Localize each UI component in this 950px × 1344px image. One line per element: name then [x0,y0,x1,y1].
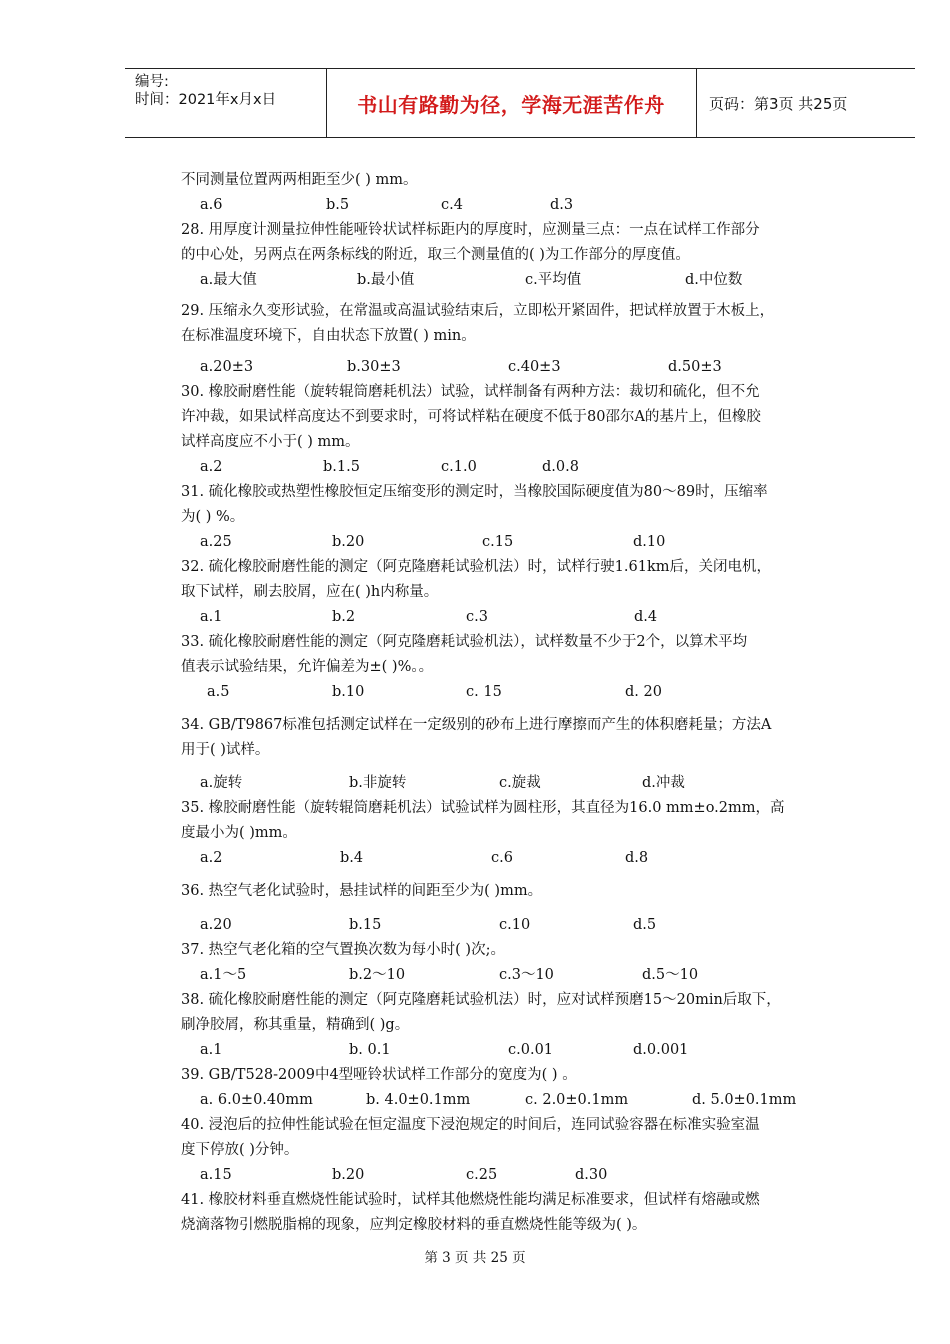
option-d: d. 20 [625,684,662,700]
option-c: c.4 [441,197,463,213]
option-c: c.旋裁 [499,775,541,791]
option-a: a.6 [200,197,223,213]
option-b: b.30±3 [347,359,401,375]
option-c: c. 2.0±0.1mm [525,1092,629,1108]
option-c: c.0.01 [508,1042,554,1058]
answer-options [181,1038,871,1063]
question-text: 试样高度应不小于( ) mm。 [181,434,360,450]
option-c: c.平均值 [525,272,582,288]
option-d: d.30 [575,1167,608,1183]
option-c: c.6 [491,850,513,866]
question-text: 刷净胶屑，称其重量，精确到( )g。 [181,1017,410,1033]
document-time-label: 时间：2021年x月x日 [135,92,277,108]
option-b: b. 4.0±0.1mm [366,1092,471,1108]
answer-options [181,771,871,796]
option-d: d.50±3 [668,359,722,375]
answer-options [181,963,871,988]
question-text: 37. 热空气老化箱的空气置换次数为每小时( )次;。 [181,942,505,958]
option-a: a.15 [200,1167,232,1183]
question-text: 烧滴落物引燃脱脂棉的现象，应判定橡胶材料的垂直燃烧性能等级为( )。 [181,1217,647,1233]
answer-options [181,1163,871,1188]
option-b: b.20 [332,534,365,550]
question-text: 取下试样，刷去胶屑，应在( )h内称量。 [181,584,439,600]
question-text: 度最小为( )mm。 [181,825,297,841]
option-b: b.非旋转 [349,775,407,791]
answer-options [181,1088,871,1113]
option-d: d. 5.0±0.1mm [692,1092,797,1108]
question-text: 不同测量位置两两相距至少( ) mm。 [181,172,418,188]
option-b: b.2 [332,609,356,625]
answer-options [181,913,871,938]
option-c: c.1.0 [441,459,477,475]
option-d: d.中位数 [685,272,743,288]
option-d: d.10 [633,534,666,550]
answer-options [181,455,871,480]
question-text: 33. 硫化橡胶耐磨性能的测定（阿克隆磨耗试验机法），试样数量不少于2个，以算术平均 [181,634,748,650]
question-text: 31. 硫化橡胶或热塑性橡胶恒定压缩变形的测定时，当橡胶国际硬度值为80～89时，压缩率 [181,484,768,500]
question-text: 在标准温度环境下，自由状态下放置( ) min。 [181,328,476,344]
question-text: 35. 橡胶耐磨性能（旋转辊筒磨耗机法）试验试样为圆柱形，其直径为16.0 mm±o.2mm，高 [181,800,785,816]
option-d: d.0.001 [633,1042,689,1058]
question-text: 32. 硫化橡胶耐磨性能的测定（阿克隆磨耗试验机法）时，试样行驶1.61km后，关闭电机， [181,559,771,575]
question-text: 为( ) %。 [181,509,245,525]
question-list [181,168,871,1238]
option-b: b.5 [326,197,350,213]
option-c: c.10 [499,917,531,933]
option-b: b.最小值 [357,272,415,288]
option-c: c.15 [482,534,514,550]
document-number-label: 编号: [135,74,169,90]
option-d: d.5～10 [642,967,699,983]
question-text: 度下停放( )分钟。 [181,1142,299,1158]
option-c: c.25 [466,1167,498,1183]
option-a: a.20±3 [200,359,254,375]
option-d: d.冲裁 [642,775,685,791]
option-d: d.4 [634,609,658,625]
option-b: b.4 [340,850,364,866]
option-a: a.旋转 [200,775,243,791]
answer-options [181,268,871,293]
question-text: 的中心处，另两点在两条标线的附近，取三个测量值的( )为工作部分的厚度值。 [181,247,690,263]
option-a: a.25 [200,534,232,550]
option-d: d.0.8 [542,459,579,475]
option-a: a.1～5 [200,967,247,983]
page-footer: 第 3 页 共 25 页 [424,1250,526,1266]
question-text: 值表示试验结果，允许偏差为±( )%。。 [181,659,434,675]
answer-options [181,355,871,380]
header-meta [135,73,325,109]
question-text: 28. 用厚度计测量拉伸性能哑铃状试样标距内的厚度时，应测量三点：一点在试样工作部分 [181,222,760,238]
answer-options [181,193,871,218]
question-text: 39. GB/T528-2009中4型哑铃状试样工作部分的宽度为( ) 。 [181,1067,577,1083]
header-divider [696,69,697,137]
answer-options [181,605,871,630]
option-a: a.20 [200,917,232,933]
option-a: a.5 [207,684,230,700]
question-text: 36. 热空气老化试验时，悬挂试样的间距至少为( )mm。 [181,883,543,899]
answer-options [181,530,871,555]
option-c: c.3～10 [499,967,554,983]
option-d: d.5 [633,917,657,933]
option-b: b.1.5 [323,459,360,475]
option-a: a.1 [200,609,223,625]
answer-options [181,846,871,871]
option-c: c.40±3 [508,359,561,375]
option-b: b.10 [332,684,365,700]
question-text: 38. 硫化橡胶耐磨性能的测定（阿克隆磨耗试验机法）时，应对试样预磨15～20min后取下， [181,992,781,1008]
option-a: a.最大值 [200,272,257,288]
option-a: a.2 [200,850,223,866]
option-b: b.15 [349,917,382,933]
question-text: 40. 浸泡后的拉伸性能试验在恒定温度下浸泡规定的时间后，连同试验容器在标准实验室温 [181,1117,760,1133]
option-b: b.20 [332,1167,365,1183]
header-motto: 书山有路勤为径，学海无涯苦作舟 [357,93,665,117]
option-a: a. 6.0±0.40mm [200,1092,313,1108]
option-b: b.2～10 [349,967,406,983]
question-text: 用于( )试样。 [181,742,270,758]
question-text: 34. GB/T9867标准包括测定试样在一定级别的砂布上进行摩擦而产生的体积磨耗量；方法A [181,717,772,733]
page-header [125,68,915,138]
option-c: c. 15 [466,684,502,700]
question-text: 29. 压缩永久变形试验，在常温或高温试验结束后，立即松开紧固件，把试样放置于木板上， [181,303,775,319]
question-text: 许冲裁，如果试样高度达不到要求时，可将试样粘在硬度不低于80邵尔A的基片上，但橡胶 [181,409,761,425]
header-page-number: 页码：第3页 共25页 [709,95,848,113]
option-c: c.3 [466,609,488,625]
option-a: a.2 [200,459,223,475]
answer-options [181,680,871,705]
option-b: b. 0.1 [349,1042,391,1058]
option-d: d.8 [625,850,649,866]
option-a: a.1 [200,1042,223,1058]
question-text: 41. 橡胶材料垂直燃烧性能试验时，试样其他燃烧性能均满足标准要求，但试样有熔融或燃 [181,1192,760,1208]
question-text: 30. 橡胶耐磨性能（旋转辊筒磨耗机法）试验，试样制备有两种方法：裁切和硫化，但不允 [181,384,760,400]
option-d: d.3 [550,197,574,213]
